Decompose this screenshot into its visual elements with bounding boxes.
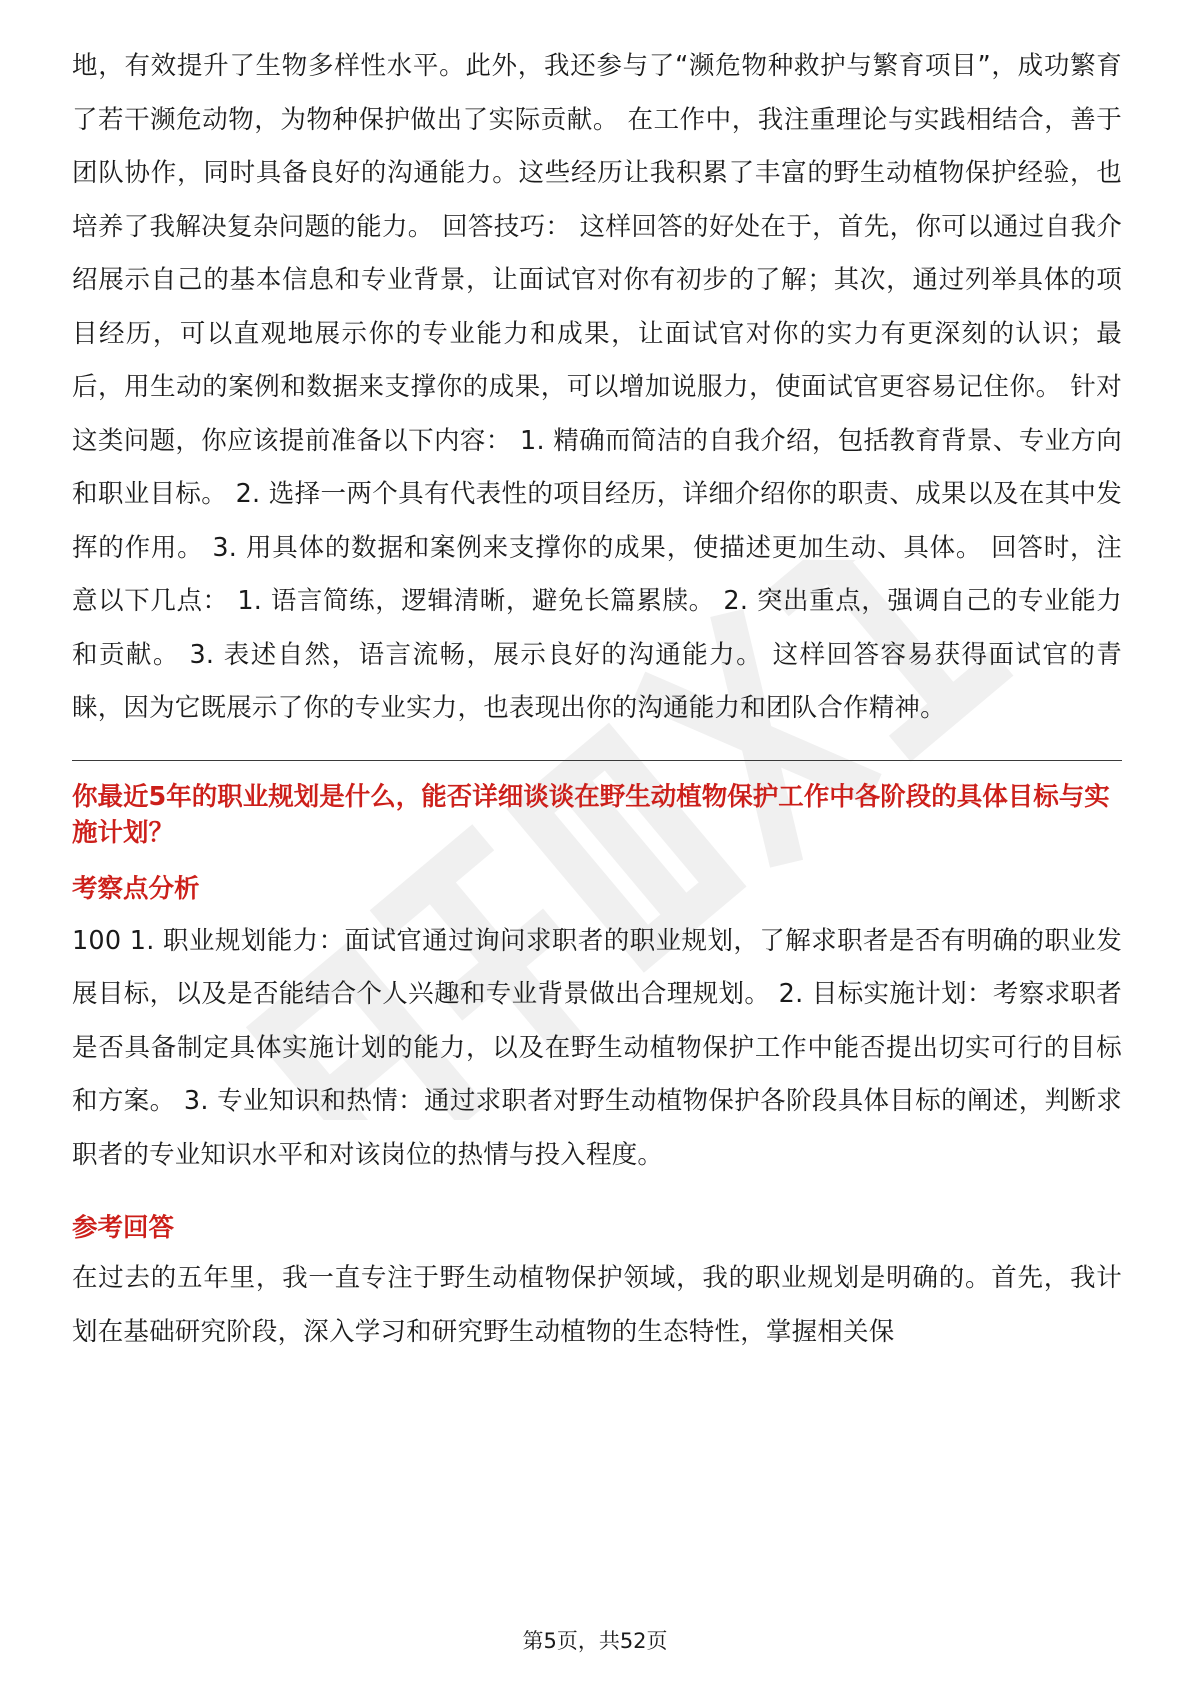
reference-answer-text: 在过去的五年里，我一直专注于野生动植物保护领域，我的职业规划是明确的。首先，我计划在基础研究阶段，深入学习和研究野生动植物的生态特性，掌握相关保: [72, 1263, 1122, 1347]
reference-answer-heading: 参考回答: [72, 1213, 175, 1243]
analysis-heading: 考察点分析: [72, 873, 200, 904]
interview-question: 你最近5年的职业规划是什么，能否详细谈谈在野生动植物保护工作中各阶段的具体目标与实施计划？: [72, 781, 1110, 848]
document-page: [72, 40, 1122, 1359]
section-divider: [72, 760, 1122, 761]
analysis-text: 100 1. 职业规划能力：面试官通过询问求职者的职业规划，了解求职者是否有明确的职业发展目标，以及是否能结合个人兴趣和专业背景做出合理规划。 2. 目标实施计划：考察求职者是否具备制定具体实施计划的能力，以及在野生动植物保护工作中能否提出切实可行的目标和方案。 3. 专业知识和热情：通过求职者对野生动植物保护各阶段具体目标的阐述，判断求职者的专业知识水平和对该岗位的热情与投入程度。: [72, 925, 1122, 1170]
continuation-paragraph: 地，有效提升了生物多样性水平。此外，我还参与了“濒危物种救护与繁育项目”，成功繁育了若干濒危动物，为物种保护做出了实际贡献。 在工作中，我注重理论与实践相结合，善于团队协作，同时具备良好的沟通能力。这些经历让我积累了丰富的野生动植物保护经验，也培养了我解决复杂问题的能力。 回答技巧： 这样回答的好处在于，首先，你可以通过自我介绍展示自己的基本信息和专业背景，让面试官对你有初步的了解；其次，通过列举具体的项目经历，可以直观地展示你的专业能力和成果，让面试官对你的实力有更深刻的认识；最后，用生动的案例和数据来支撑你的成果，可以增加说服力，使面试官更容易记住你。 针对这类问题，你应该提前准备以下内容： 1. 精确而简洁的自我介绍，包括教育背景、专业方向和职业目标。 2. 选择一两个具有代表性的项目经历，详细介绍你的职责、成果以及在其中发挥的作用。 3. 用具体的数据和案例来支撑你的成果，使描述更加生动、具体。 回答时，注意以下几点： 1. 语言简练，逻辑清晰，避免长篇累牍。 2. 突出重点，强调自己的专业能力和贡献。 3. 表述自然，语言流畅，展示良好的沟通能力。 这样回答容易获得面试官的青睐，因为它既展示了你的专业实力，也表现出你的沟通能力和团队合作精神。: [72, 51, 1122, 723]
page-number: 第5页，共52页: [522, 1629, 668, 1653]
